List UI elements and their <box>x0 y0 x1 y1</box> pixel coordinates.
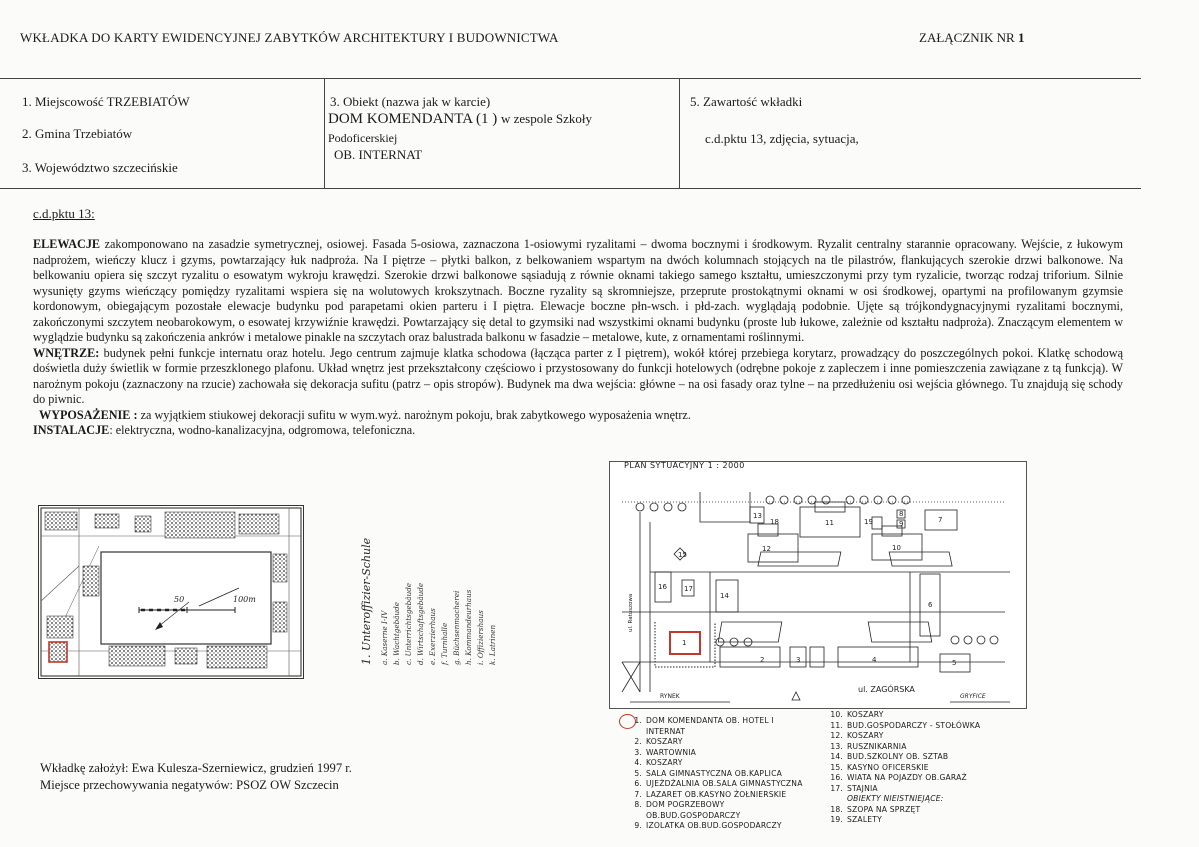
info-divider-1 <box>324 78 325 188</box>
commune-field: 2. Gmina Trzebiatów <box>22 126 133 141</box>
street-gryfice: GRYFICE <box>960 693 986 700</box>
legend-row: 14. BUD.SZKOLNY OB. SZTAB <box>830 752 949 761</box>
legend-row: 5. SALA GIMNASTYCZNA OB.KAPLICA <box>634 768 782 778</box>
interior-text: budynek pełni funkcje internatu oraz hotelu. Jego centrum zajmuje klatka schodowa (łącząca parter z I piętrem), wokół której przebiega korytarz, prowadzący do poszczególnych pokoi. Klatkę schodową doświetla duży świetlik w formie przeszklonego plafonu. Układ wnętrz jest przekształcony częściowo i przystosowany do funkcji hotelowych (odrębne pokoje z zapleczem i inne pomieszczenia zawiązane z tą funkcją). W narożnym pokoju (zaznaczony na rzucie) zachowała się dekoracja sufitu (patrz – opis stropów). Budynek ma dwa wejścia: główne – na osi fasady oraz tylne – na przedłużeniu osi wejścia głównego. Tu znajdują się schody do piwnic. <box>33 345 1123 406</box>
info-box <box>0 78 1141 189</box>
plan-label-1: 1 <box>682 639 687 647</box>
founder-info <box>40 760 352 794</box>
object-line2: Podoficerskiej <box>328 131 398 145</box>
legend-row: OBIEKTY NIEISTNIEJĄCE: <box>847 794 944 803</box>
legend-item-d: d. Wirtschaftsgebäude <box>416 582 425 665</box>
province-field: 3. Województwo szczecińskie <box>22 160 178 175</box>
legend-row: 17. STAJNIA <box>830 783 878 793</box>
installation-label: INSTALACJE <box>33 423 110 437</box>
plan-label-18: 18 <box>770 518 779 526</box>
street-rynek: RYNEK <box>660 693 680 700</box>
installation-text: : elektryczna, wodno-kanalizacyjna, odgromowa, telefoniczna. <box>109 423 416 437</box>
plan-label-14: 14 <box>720 592 729 600</box>
object-label: 3. Obiekt (nazwa jak w karcie) <box>330 94 491 109</box>
plan-label-17: 17 <box>684 585 693 593</box>
sketch-scale-number: 50 <box>174 595 185 604</box>
legend-row: 16. WIATA NA POJAZDY OB.GARAŻ <box>830 773 967 782</box>
section-heading: c.d.pktu 13: <box>33 206 95 221</box>
legend-row: 18. SZOPA NA SPRZĘT <box>830 804 921 814</box>
annex-label <box>919 30 1024 46</box>
legend-title: 1. Unteroffizier-Schule <box>360 537 373 665</box>
legend-row: 1. DOM KOMENDANTA OB. HOTEL I <box>634 716 774 725</box>
street-vertical: ul. Ratuszowa <box>628 593 634 632</box>
legend-row: 7. LAZARET OB.KASYNO ŻOŁNIERSKIE <box>634 789 787 799</box>
plan-label-7: 7 <box>938 516 943 524</box>
plan-legend-left <box>625 716 803 832</box>
elevation-paragraph <box>33 237 1123 346</box>
plan-label-8: 8 <box>899 510 904 518</box>
plan-label-16: 16 <box>658 583 667 591</box>
founder-line: Wkładkę założył: Ewa Kulesza-Szerniewicz, grudzień 1997 r. <box>40 761 352 775</box>
legend-item-i: i. Offiziershaus <box>476 610 485 665</box>
plan-label-10: 10 <box>892 544 901 552</box>
plan-label-19: 19 <box>864 518 873 526</box>
object-line3: OB. INTERNAT <box>334 147 423 162</box>
equipment-text: za wyjątkiem stiukowej dekoracji sufitu w wym.wyż. narożnym pokoju, brak zabytkowego wyposażenia wnętrz. <box>137 407 691 422</box>
annex-number: 1 <box>1017 30 1025 45</box>
sketch-scale-unit: 100m <box>233 595 256 604</box>
contents-label: 5. Zawartość wkładki <box>690 94 803 109</box>
storage-line: Miejsce przechowywania negatywów: PSOZ OW Szczecin <box>40 778 339 792</box>
legend-row: 4. KOSZARY <box>634 758 683 767</box>
object-context: w zespole Szkoły <box>500 111 592 126</box>
annex-text: ZAŁĄCZNIK NR <box>919 30 1015 45</box>
legend-row: 9. IZOLATKA OB.BUD.GOSPODARCZY <box>634 821 782 830</box>
installation-paragraph <box>33 423 1123 439</box>
equipment-paragraph <box>33 408 1123 424</box>
description <box>33 237 1123 439</box>
plan-title: PLAN SYTUACYJNY 1 : 2000 <box>624 461 745 470</box>
legend-row: OB.BUD.GOSPODARCZY <box>646 810 741 820</box>
legend-item-e: e. Exerzierhaus <box>428 608 437 665</box>
legend-row: INTERNAT <box>646 726 686 736</box>
plan-label-5: 5 <box>952 659 957 667</box>
plan-label-2: 2 <box>760 656 765 664</box>
plan-label-3: 3 <box>796 656 801 664</box>
legend-row: 11. BUD.GOSPODARCZY - STOŁÓWKA <box>830 720 981 730</box>
legend-row: 8. DOM POGRZEBOWY <box>634 800 725 809</box>
legend-row: 15. KASYNO OFICERSKIE <box>830 762 929 772</box>
legend-row: 6. UJEŻDŻALNIA OB.SALA GIMNASTYCZNA <box>634 779 803 788</box>
sketch-legend-text <box>355 515 525 675</box>
object-name-text: DOM KOMENDANTA (1 ) <box>328 111 498 127</box>
legend-row: 12. KOSZARY <box>830 731 884 740</box>
elevation-text: zakomponowano na zasadzie symetrycznej, osiowej. Fasada 5-osiowa, zaznaczona 1-osiowymi ryzalitami – dwoma bocznymi i środkowym. Ryzalit centralny starannie opracowany. Wejście, z łukowym nadprożem, wieńczy klucz i gzyms, powtarzający łuk nadproża. Na I piętrze – płytki balkon, z belkowaniem wspartym na dwóch kolumnach stojących na tle pilastrów, flankujących szerokie drzwi balkonowe. Na belkowaniu opiera się szczyt ryzalitu o esowatym wykroju krawędzi. Szerokie drzwi balkonowe sąsiadują z równie oknami takiego samego kształtu, umieszczonymi przy tym ryzalicie, tworząc rodzaj triforium. Silnie wysunięty gzyms wieńczący pomiędzy ryzalitami wspiera się na wolutowych krokszytnach. Boczne ryzality są skromniejsze, przeprute prostokątnymi oknami w osi środkowej, opartymi na profilowanym gzymsie kordonowym, obiegającym pozostałe elewacje budynku pod parapetami okien parteru i I piętra. Elewacje boczne płn-wsch. i płd-zach. wyglądają podobnie. Ujęte są trójkondygnacyjnymi ryzalitami bocznymi, zakończonymi szczytem neobarokowym, o esowatej krzywiźnie krawędzi. Powtarzający się detal to gzymsiki nad wszystkimi oknami budynku (proste lub łukowe, zależnie od kształtu nadproża). Znaczącym elementem w wyglądzie budynku są zakończenia ankrów i metalowe pinakle na szczytach oraz balustrada balkonu w fasadzie – metalowe, kute, z ornamentami roślinnymi. <box>33 237 1123 344</box>
equipment-label: WYPOSAŻENIE : <box>39 407 138 422</box>
legend-row: 2. KOSZARY <box>634 737 683 746</box>
place-field: 1. Miejscowość TRZEBIATÓW <box>22 94 190 109</box>
legend-item-h: h. Kommandeurhaus <box>464 589 473 665</box>
street-zagorska: ul. ZAGÓRSKA <box>858 685 915 694</box>
plan-label-4: 4 <box>872 656 877 664</box>
object-name <box>328 111 592 128</box>
plan-label-6: 6 <box>928 601 933 609</box>
legend-item-a: a. Kaserne I-IV <box>380 610 389 665</box>
legend-item-k: k. Latrinen <box>488 624 497 665</box>
legend-row: 19. SZALETY <box>830 815 882 824</box>
legend-row: 3. WARTOWNIA <box>634 747 697 757</box>
sketch-drawing <box>39 506 303 678</box>
historic-sketch-map <box>38 505 304 679</box>
plan-drawing <box>610 462 1026 708</box>
card-title: WKŁADKA DO KARTY EWIDENCYJNEJ ZABYTKÓW ARCHITEKTURY I BUDOWNICTWA <box>20 30 559 45</box>
interior-paragraph <box>33 346 1123 408</box>
contents-value: c.d.pktu 13, zdjęcia, sytuacja, <box>705 131 859 146</box>
plan-label-11: 11 <box>825 519 834 527</box>
situation-plan <box>609 461 1027 709</box>
elevation-label: ELEWACJE <box>33 237 101 251</box>
plan-label-9: 9 <box>899 520 904 528</box>
legend-item-g: g. Büchsenmacherei <box>452 590 461 665</box>
plan-label-13: 13 <box>753 512 762 520</box>
plan-legend-right <box>826 710 980 826</box>
plan-label-12: 12 <box>762 545 771 553</box>
legend-item-f: f. Turnhalle <box>440 622 449 665</box>
interior-label: WNĘTRZE: <box>33 345 100 360</box>
legend-row: 13. RUSZNIKARNIA <box>830 741 907 751</box>
legend-row: 10. KOSZARY <box>830 710 884 719</box>
sketch-legend <box>355 515 525 675</box>
plan-label-15: 15 <box>678 551 687 559</box>
legend-item-b: b. Wachtgebäude <box>392 602 401 665</box>
legend-item-c: c. Unterrichtsgebäude <box>404 582 413 665</box>
info-divider-2 <box>679 78 680 188</box>
